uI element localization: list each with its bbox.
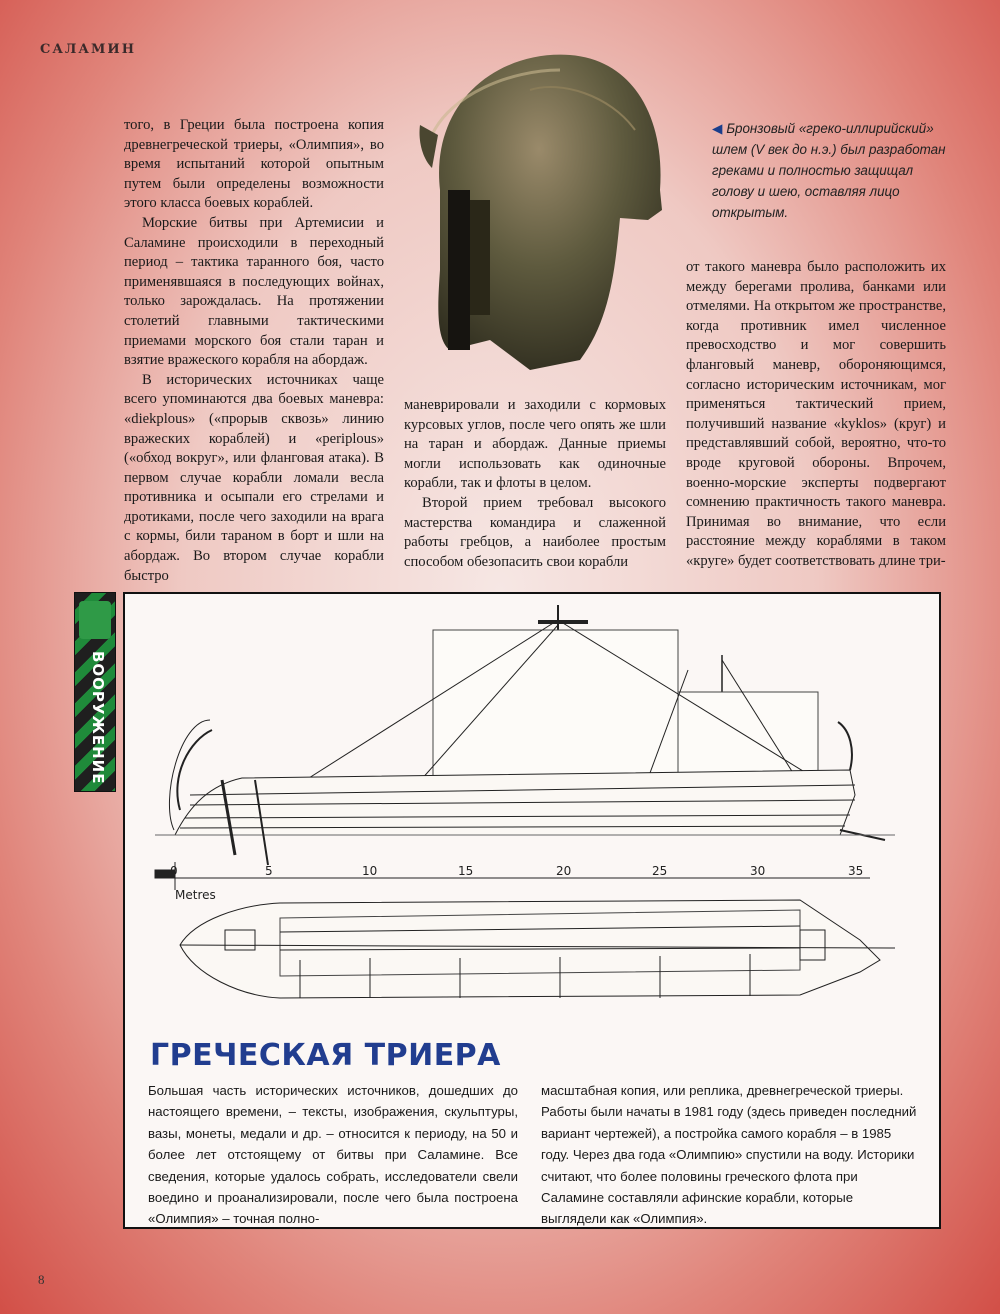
text-column-3 (686, 258, 946, 572)
bronze-helmet-image (410, 40, 680, 380)
triangle-left-icon: ◀ (712, 121, 723, 136)
scale-tick-label: 25 (652, 864, 668, 878)
scale-tick-label: 15 (458, 864, 474, 878)
scale-tick-label: 30 (750, 864, 766, 878)
paragraph: В исторических источниках чаще всего упоминаются два боевых маневра: «diekplous» («прорыв сквозь» линию вражеских кораблей) и «periplous» («обход вокруг», или фланговая атака). В первом случае корабли ломали весла противника и осыпали его стрелами и дротиками, после чего заходили на врага с кормы, били тараном в борт и шли на абордаж. Во втором случае корабли быстро (124, 371, 384, 584)
scale-tick-label: 5 (265, 864, 273, 878)
paragraph: от такого маневра было расположить их между берегами пролива, банками или отмелями. На открытом же пространстве, когда противник имел численное превосходство и мог совершить фланговый маневр, обороняющимся, согласно историческим источникам, мог применяться тактический прием, получивший название «kyklos» (круг) и представлявший собой, вероятно, что-то вроде круговой обороны. Впрочем, военно-морские эксперты подвергают сомнению практичность такого маневра. Принимая во внимание, что если расстояние между кораблями в таком «круге» будет соответствовать длине три- (686, 259, 946, 569)
paragraph: Второй прием требовал высокого мастерства командира и слаженной работы гребцов, а наиболее простым способом обезопасить свои корабли (404, 494, 666, 570)
scale-unit-label: Metres (175, 888, 216, 902)
armament-tab (74, 592, 116, 792)
sidebar-text-left: Большая часть исторических источников, дошедших до настоящего времени, – тексты, изображения, скульптуры, вазы, монеты, медали и др. – относится к периоду, на 50 и более лет отстоящему от битвы при Саламине. Все сведения, которые удалось собрать, исследователи свели воедино и проанализировали, после чего была построена «Олимпия» – точная полно- (148, 1083, 518, 1227)
scale-tick-label: 35 (848, 864, 864, 878)
helmet-caption (712, 118, 952, 223)
page-number: 8 (38, 1272, 45, 1287)
grenade-icon (79, 601, 111, 639)
paragraph: того, в Греции была построена копия древнегреческой триеры, «Олимпия», во время испытаний которой опытным путем были определены возможности этого класса боевых кораблей. (124, 117, 384, 212)
section-header: САЛАМИН (40, 42, 136, 57)
text-column-1 (124, 116, 384, 586)
sidebar-title: ГРЕЧЕСКАЯ ТРИЕРА (150, 1038, 501, 1073)
paragraph: Морские битвы при Артемисии и Саламине происходили в переходный период – тактика таранного боя, часто применявшаяся в последующих войнах, только зарождалась. На протяжении столетий главными тактическими приемами морского боя стали таран и взятие вражеского корабля на абордаж. (124, 214, 384, 369)
sidebar-text-right: масштабная копия, или реплика, древнегреческой триеры. Работы были начаты в 1981 году (здесь приведен последний вариант чертежей), а постройка самого корабля – в 1985 году. Через два года «Олимпию» спустили на воду. Историки считают, что более половины греческого флота при Саламине составляли афинские корабли, которые выглядели как «Олимпия». (541, 1083, 917, 1227)
text-column-2 (404, 396, 666, 572)
caption-text: Бронзовый «греко-иллирийский» шлем (V век до н.э.) был разработан греками и полностью защищал голову и шею, оставляя лицо открытым. (712, 121, 946, 220)
scale-tick-label: 10 (362, 864, 378, 878)
tab-label: ВООРУЖЕНИЕ (89, 651, 107, 785)
paragraph: маневрировали и заходили с кормовых курсовых углов, после чего опять же шли на таран и абордаж. Данные приемы могли использовать как одиночные корабли, так и флоты в целом. (404, 397, 666, 492)
scale-tick-label: 20 (556, 864, 572, 878)
trireme-drawing (150, 600, 910, 1030)
scale-tick-label: 0 (170, 864, 178, 878)
